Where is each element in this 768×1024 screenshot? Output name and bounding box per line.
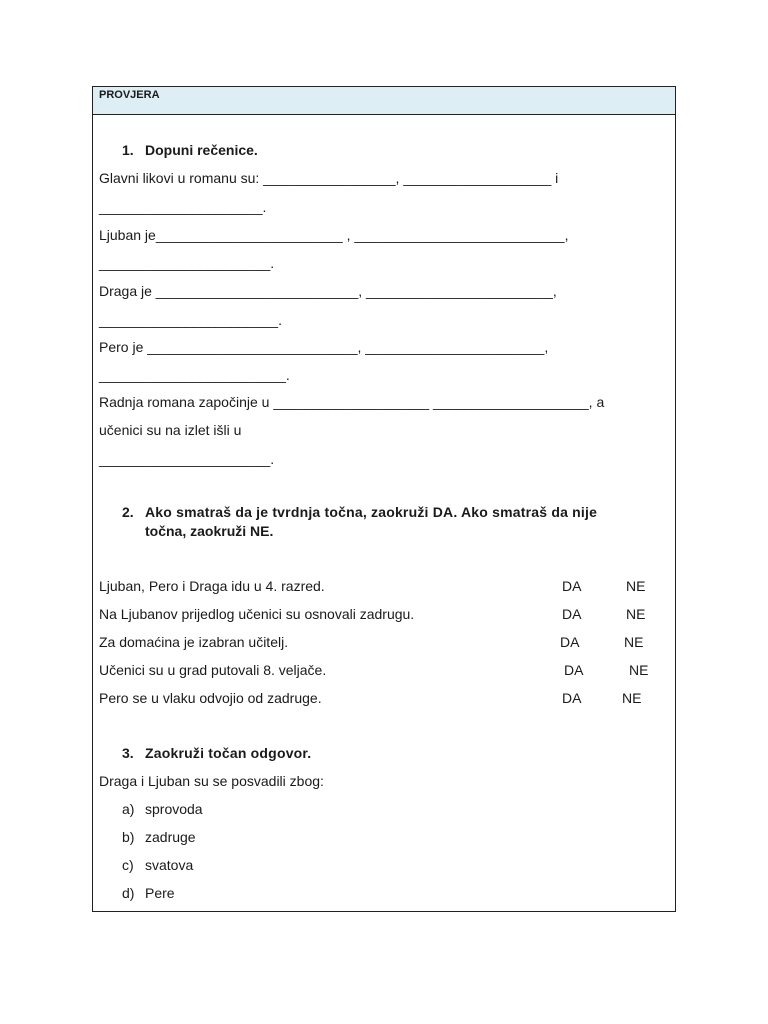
q2-title-line1: Ako smatraš da je tvrdnja točna, zaokruži DA. Ako smatraš da nije bbox=[145, 504, 598, 520]
statement-text: Za domaćina je izabran učitelj. bbox=[99, 634, 289, 650]
q1-line: učenici su na izlet išli u bbox=[99, 422, 242, 438]
answer-da[interactable]: DA bbox=[562, 606, 582, 622]
q1-number: 1. bbox=[122, 142, 134, 158]
q1-line: Ljuban je________________________ , ___________________________, bbox=[99, 227, 569, 243]
statement-text: Učenici su u grad putovali 8. veljače. bbox=[99, 662, 327, 678]
q1-line: _____________________. bbox=[99, 199, 267, 215]
option-letter: c) bbox=[122, 857, 134, 873]
q1-line: ________________________. bbox=[99, 367, 290, 383]
answer-ne[interactable]: NE bbox=[622, 690, 642, 706]
option-letter: b) bbox=[122, 829, 135, 845]
q1-line: Draga je __________________________, ________________________, bbox=[99, 283, 557, 299]
q3-number: 3. bbox=[122, 745, 134, 761]
answer-ne[interactable]: NE bbox=[629, 662, 649, 678]
answer-ne[interactable]: NE bbox=[626, 578, 646, 594]
option-letter: a) bbox=[122, 801, 135, 817]
q1-line: ______________________. bbox=[99, 451, 275, 467]
q1-line: ______________________. bbox=[99, 255, 275, 271]
option-text[interactable]: zadruge bbox=[145, 829, 196, 845]
q1-line: _______________________. bbox=[99, 312, 282, 328]
option-letter: d) bbox=[122, 885, 135, 901]
q1-line: Pero je ___________________________, _______________________, bbox=[99, 339, 549, 355]
statement-text: Pero se u vlaku odvojio od zadruge. bbox=[99, 690, 322, 706]
header-title: PROVJERA bbox=[99, 89, 160, 101]
q3-title: Zaokruži točan odgovor. bbox=[145, 745, 312, 761]
option-text[interactable]: svatova bbox=[145, 857, 194, 873]
q2-number: 2. bbox=[122, 504, 134, 520]
header-bar bbox=[93, 87, 675, 115]
answer-da[interactable]: DA bbox=[562, 690, 582, 706]
q2-title-line2: točna, zaokruži NE. bbox=[145, 523, 274, 539]
answer-da[interactable]: DA bbox=[564, 662, 584, 678]
answer-da[interactable]: DA bbox=[562, 578, 582, 594]
option-text[interactable]: sprovoda bbox=[145, 801, 203, 817]
answer-da[interactable]: DA bbox=[560, 634, 580, 650]
option-text[interactable]: Pere bbox=[145, 885, 175, 901]
q1-line: Radnja romana započinje u ____________________ ____________________, a bbox=[99, 394, 605, 410]
statement-text: Na Ljubanov prijedlog učenici su osnovali zadrugu. bbox=[99, 606, 415, 622]
answer-ne[interactable]: NE bbox=[624, 634, 644, 650]
q3-prompt: Draga i Ljuban su se posvadili zbog: bbox=[99, 773, 324, 789]
q1-line: Glavni likovi u romanu su: _________________, ___________________ i bbox=[99, 170, 559, 186]
answer-ne[interactable]: NE bbox=[626, 606, 646, 622]
statement-text: Ljuban, Pero i Draga idu u 4. razred. bbox=[99, 578, 325, 594]
q1-title: Dopuni rečenice. bbox=[145, 142, 258, 158]
